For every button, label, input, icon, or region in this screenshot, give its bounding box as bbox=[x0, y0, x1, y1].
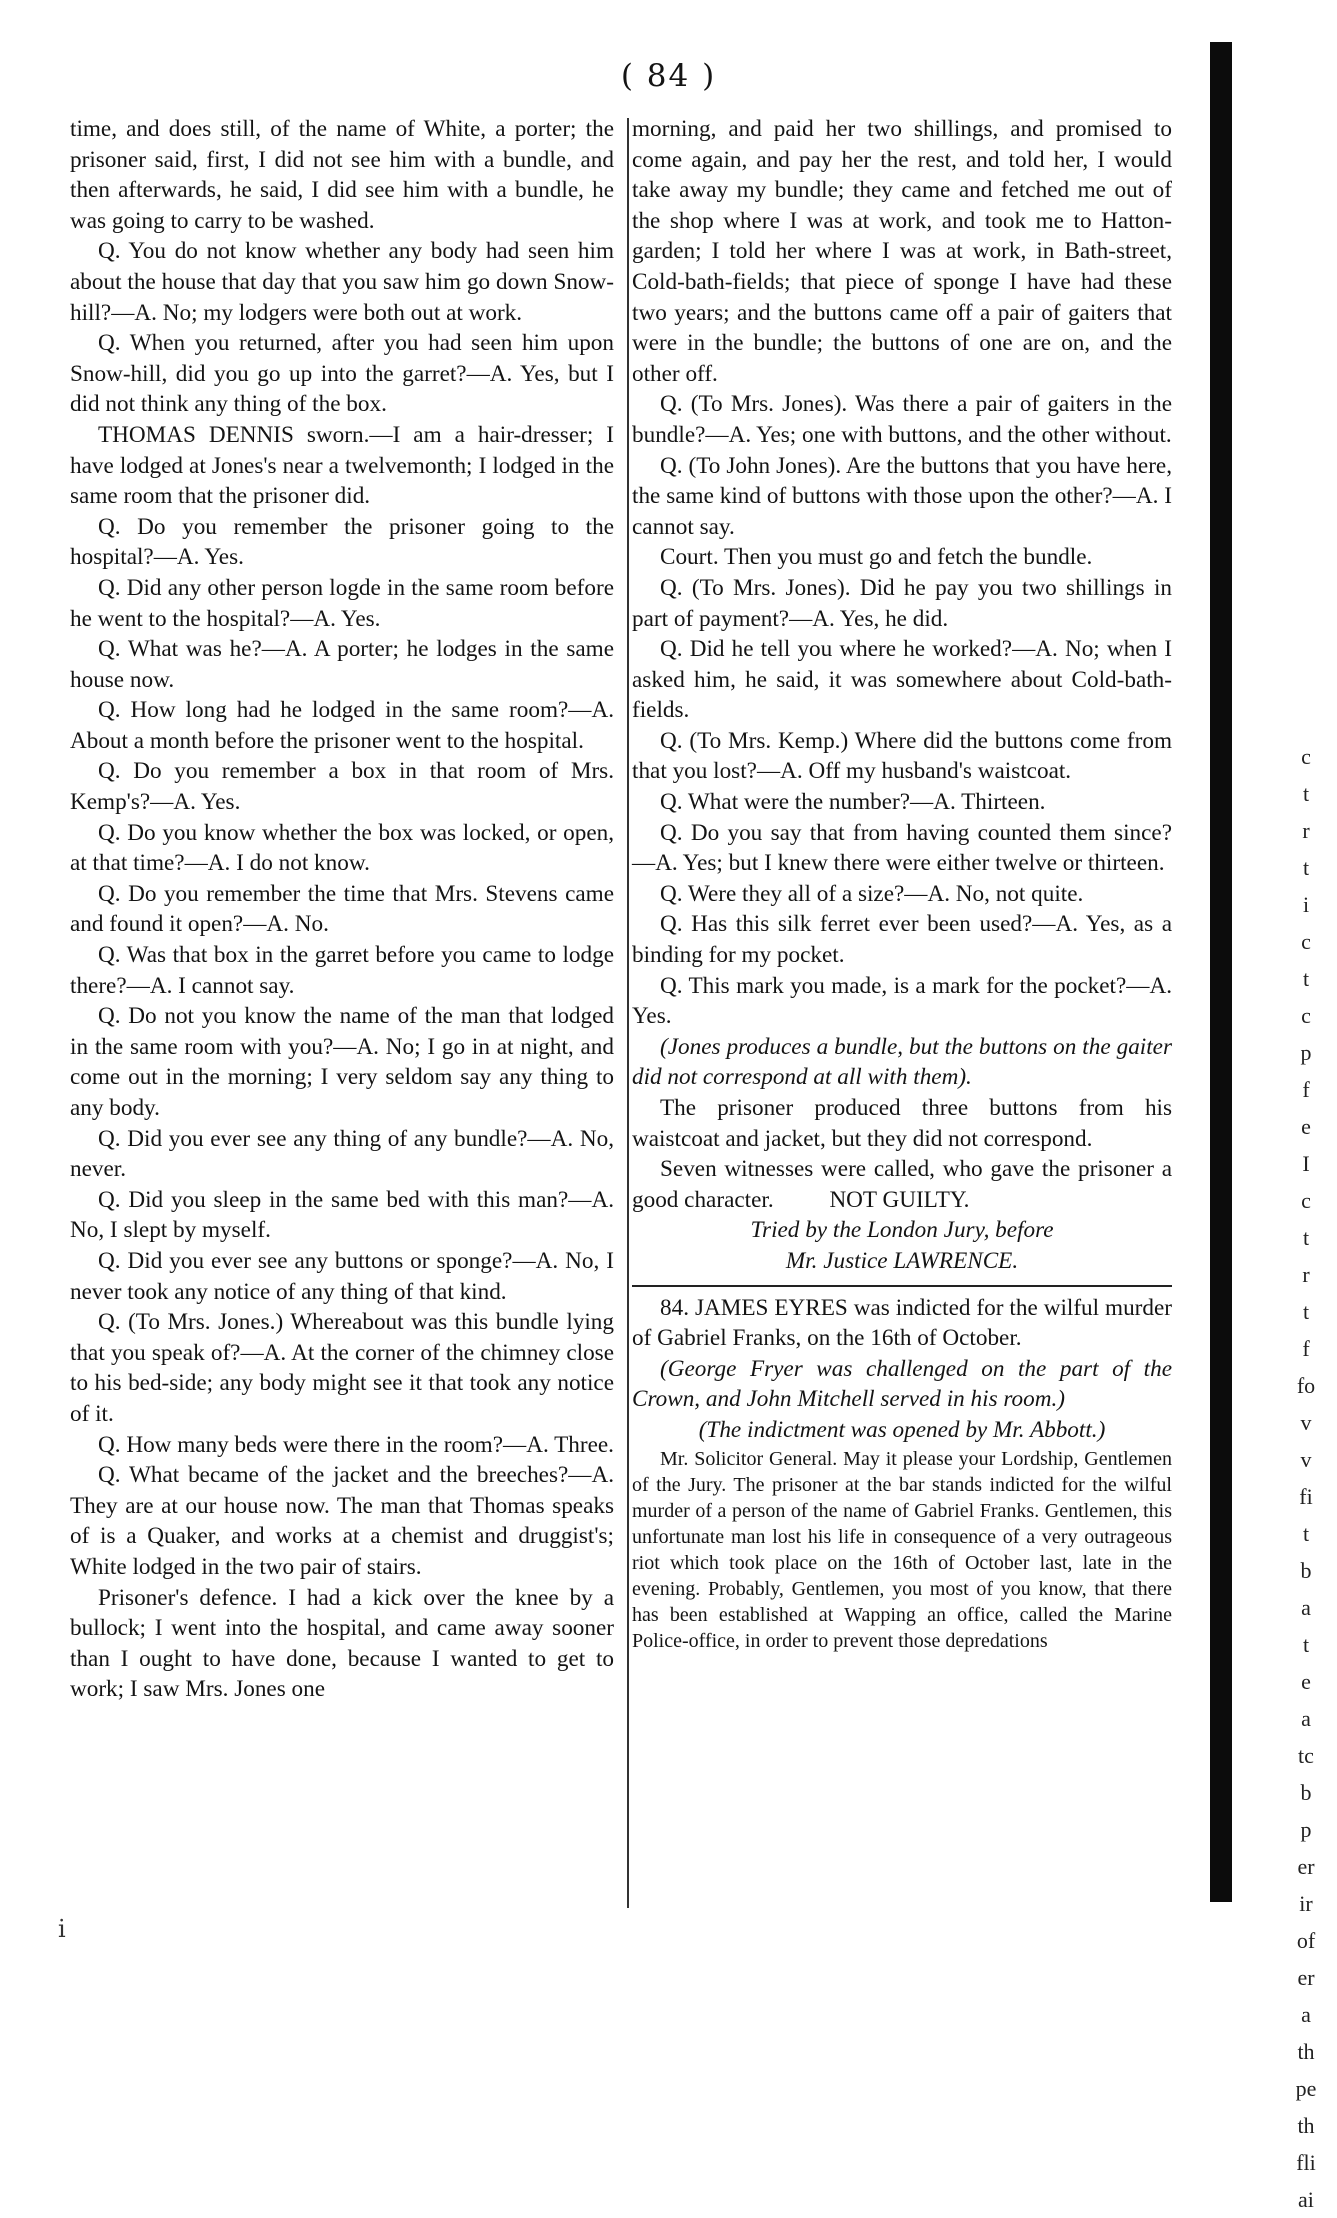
paragraph: Q. (To Mrs. Kemp.) Where did the buttons come from that you lost?—A. Off my husband's waistcoat. bbox=[632, 727, 1172, 785]
paragraph: Court. Then you must go and fetch the bundle. bbox=[660, 544, 1093, 571]
bleed-letter: th bbox=[1297, 2039, 1315, 2064]
bleed-letter: t bbox=[1302, 781, 1310, 806]
paragraph: Q. Did you ever see any buttons or sponge?—A. No, I never took any notice of any thing of that kind. bbox=[70, 1247, 614, 1305]
paragraph: morning, and paid her two shillings, and promised to come again, and pay her the rest, and told her, I would take away my bundle; they came and fetched me out of the shop where I was at work, and took me to Hatton-garden; I told her where I was at work, in Bath-street, Cold-bath-fields; that piece of sponge I have had these two years; and the buttons came off a pair of gaiters that were in the bundle; the buttons of one are on, and the other off. bbox=[632, 116, 1172, 387]
bleed-letter: er bbox=[1297, 1965, 1315, 1990]
paragraph bbox=[632, 1154, 1172, 1215]
paragraph: Q. Were they all of a size?—A. No, not quite. bbox=[660, 880, 1084, 907]
bleed-letter: a bbox=[1301, 2002, 1311, 2027]
judge-line: Mr. Justice LAWRENCE. bbox=[785, 1247, 1019, 1274]
bleed-letter: of bbox=[1296, 1928, 1316, 1953]
paragraph: time, and does still, of the name of White, a porter; the prisoner said, first, I did not see him with a bundle, and then afterwards, he said, I did see him with a bundle, he was going to carry to be washed. bbox=[70, 116, 614, 234]
case-heading: 84. JAMES EYRES was indicted for the wilful murder of Gabriel Franks, on the 16th of October. bbox=[632, 1294, 1172, 1352]
paragraph: Q. Do you remember the prisoner going to the hospital?—A. Yes. bbox=[70, 513, 614, 571]
paragraph: Q. (To Mrs. Jones). Did he pay you two shillings in part of payment?—A. Yes, he did. bbox=[632, 574, 1172, 632]
paragraph: Q. How many beds were there in the room?—A. Three. bbox=[98, 1431, 614, 1458]
bleed-letter: t bbox=[1302, 966, 1310, 991]
scan-edge-bar bbox=[1210, 42, 1232, 1902]
bleed-letter: r bbox=[1302, 818, 1310, 843]
paragraph: Q. How long had he lodged in the same room?—A. About a month before the prisoner went to the hospital. bbox=[70, 697, 614, 754]
bottom-mark: i bbox=[58, 1915, 66, 1943]
solicitor-speech: Mr. Solicitor General. May it please your Lordship, Gentlemen of the Jury. The prisoner at the bar stands indicted for the wilful murder of a person of the name of Gabriel Franks. Gentlemen, this unfortunate man lost his life in consequence of a very outrageous riot which took place on the 16th of October last, late in the evening. Probably, Gentlemen, you most of you know, that there has been established at Wapping an office, called the Marine Police-office, in order to prevent those depredations bbox=[632, 1447, 1172, 1652]
bleed-letter: f bbox=[1302, 1336, 1310, 1361]
bleed-letter: a bbox=[1301, 1706, 1311, 1731]
right-column bbox=[632, 114, 1172, 1654]
paragraph: THOMAS DENNIS sworn.—I am a hair-dresser; I have lodged at Jones's near a twelvemonth; I lodged in the same room that the prisoner did. bbox=[70, 421, 614, 510]
paragraph: Q. Do you say that from having counted them since?—A. Yes; but I knew there were either twelve or thirteen. bbox=[632, 819, 1172, 877]
stage-direction: (Jones produces a bundle, but the buttons on the gaiter did not correspond at all with them). bbox=[632, 1033, 1172, 1091]
paragraph: Q. When you returned, after you had seen him upon Snow-hill, did you go up into the garret?—A. Yes, but I did not think any thing of the box. bbox=[70, 330, 614, 418]
paragraph: Q. Has this silk ferret ever been used?—A. Yes, as a binding for my pocket. bbox=[632, 911, 1172, 969]
bleed-letter: c bbox=[1301, 744, 1311, 769]
tried-line: Tried by the London Jury, before bbox=[750, 1217, 1054, 1244]
bleed-letter: r bbox=[1302, 1262, 1310, 1287]
paragraph: Q. Did he tell you where he worked?—A. No; when I asked him, he said, it was somewhere about Cold-bath-fields. bbox=[632, 636, 1172, 724]
verdict: NOT GUILTY. bbox=[829, 1186, 970, 1213]
bleed-letter: b bbox=[1300, 1780, 1312, 1805]
bleed-letter: c bbox=[1301, 929, 1311, 954]
paragraph: The prisoner produced three buttons from his waistcoat and jacket, but they did not correspond. bbox=[632, 1095, 1172, 1152]
bleed-letter: fi bbox=[1299, 1484, 1313, 1509]
paragraph: Prisoner's defence. I had a kick over the knee by a bullock; I went into the hospital, and came away sooner than I ought to have done, because I wanted to get to work; I saw Mrs. Jones one bbox=[70, 1584, 614, 1703]
bleed-letter: I bbox=[1302, 1151, 1310, 1176]
bleed-letter: t bbox=[1302, 855, 1310, 880]
paragraph: Q. Do not you know the name of the man that lodged in the same room with you?—A. No; I go in at night, and come out in the morning; I very seldom say any thing to any body. bbox=[70, 1003, 614, 1121]
bleed-letter: v bbox=[1300, 1410, 1312, 1435]
bleed-letter: e bbox=[1301, 1669, 1311, 1694]
bleed-letter: p bbox=[1300, 1040, 1312, 1065]
paragraph: Q. Did any other person logde in the same room before he went to the hospital?—A. Yes. bbox=[70, 574, 614, 632]
section-rule bbox=[632, 1285, 1172, 1287]
bleed-letter: fo bbox=[1296, 1373, 1316, 1398]
paragraph: Q. Do you remember a box in that room of Mrs. Kemp's?—A. Yes. bbox=[70, 758, 614, 816]
bleed-letter: fli bbox=[1296, 2150, 1316, 2175]
paragraph: Q. (To Mrs. Jones). Was there a pair of gaiters in the bundle?—A. Yes; one with buttons, and the other without. bbox=[632, 391, 1172, 448]
paragraph: Q. Was that box in the garret before you came to lodge there?—A. I cannot say. bbox=[70, 942, 614, 999]
bleed-letter: er bbox=[1297, 1854, 1315, 1879]
bleed-letter: p bbox=[1300, 1817, 1312, 1842]
bleed-letter: c bbox=[1301, 1188, 1311, 1213]
bleed-letter: b bbox=[1300, 1558, 1312, 1583]
bleed-letter: t bbox=[1302, 1299, 1310, 1324]
indictment-note: (The indictment was opened by Mr. Abbott.) bbox=[698, 1416, 1106, 1443]
bleed-letter: t bbox=[1302, 1225, 1310, 1250]
column-divider bbox=[627, 118, 629, 1908]
paragraph: Q. This mark you made, is a mark for the pocket?—A. Yes. bbox=[632, 972, 1172, 1030]
paragraph: Q. Did you ever see any thing of any bundle?—A. No, never. bbox=[70, 1125, 614, 1183]
paragraph: Q. What was he?—A. A porter; he lodges in the same house now. bbox=[70, 636, 614, 693]
bleed-letter: v bbox=[1300, 1447, 1312, 1472]
paragraph: Q. Did you sleep in the same bed with this man?—A. No, I slept by myself. bbox=[70, 1186, 614, 1244]
paragraph: Q. (To Mrs. Jones.) Whereabout was this bundle lying that you speak of?—A. At the corner of the chimney close to his bed-side; any body might see it that took any notice of it. bbox=[70, 1309, 614, 1427]
bleed-letter: c bbox=[1301, 1003, 1311, 1028]
character-witnesses: Seven witnesses were called, who gave the prisoner a good character. bbox=[632, 1156, 1172, 1213]
bleed-letter: th bbox=[1297, 2113, 1315, 2138]
jury-note: (George Fryer was challenged on the part of the Crown, and John Mitchell served in his room.) bbox=[632, 1355, 1172, 1413]
left-column bbox=[70, 114, 614, 1705]
bleed-letter: ai bbox=[1298, 2187, 1314, 2212]
page-number: ( 84 ) bbox=[620, 58, 717, 94]
bleed-letter: t bbox=[1302, 1521, 1310, 1546]
paragraph: Q. Do you know whether the box was locked, or open, at that time?—A. I do not know. bbox=[70, 819, 614, 877]
bleed-letter: i bbox=[1302, 892, 1310, 917]
bleed-letter: e bbox=[1301, 1114, 1311, 1139]
bleed-through-letters bbox=[1282, 738, 1330, 2218]
paragraph: Q. You do not know whether any body had seen him about the house that day that you saw him go down Snow-hill?—A. No; my lodgers were both out at work. bbox=[70, 238, 614, 326]
paragraph: Q. (To John Jones). Are the buttons that you have here, the same kind of buttons with those upon the other?—A. I cannot say. bbox=[632, 452, 1172, 540]
bleed-letter: f bbox=[1302, 1077, 1310, 1102]
bleed-letter: a bbox=[1301, 1595, 1311, 1620]
paragraph: Q. Do you remember the time that Mrs. Stevens came and found it open?—A. No. bbox=[70, 880, 614, 938]
bleed-letter: t bbox=[1302, 1632, 1310, 1657]
bleed-letter: pe bbox=[1295, 2076, 1317, 2101]
paragraph: Q. What were the number?—A. Thirteen. bbox=[660, 789, 1046, 816]
paragraph: Q. What became of the jacket and the breeches?—A. They are at our house now. The man that Thomas speaks of is a Quaker, and works at a chemist and druggist's; White lodged in the two pair of stairs. bbox=[70, 1462, 614, 1580]
bleed-letter: tc bbox=[1298, 1743, 1314, 1768]
bleed-letter: ir bbox=[1299, 1891, 1313, 1916]
